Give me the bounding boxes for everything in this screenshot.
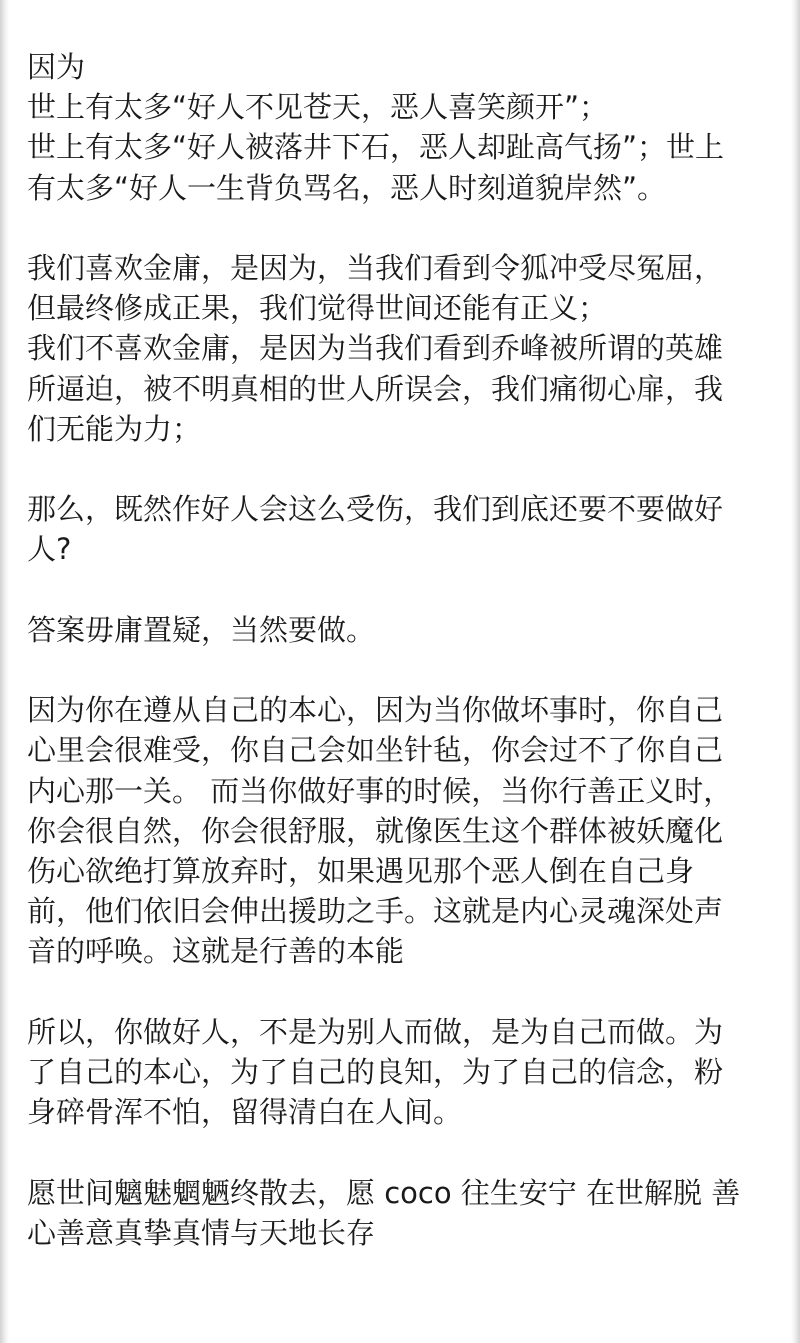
- paragraph-2: [27, 248, 777, 449]
- text-line: 世上有太多“好人不见苍天，恶人喜笑颜开”；: [27, 90, 609, 125]
- text-line: 有太多“好人一生背负骂名，恶人时刻道貌岸然”。: [27, 170, 667, 205]
- text-line: 了自己的本心，为了自己的良知，为了自己的信念，粉: [27, 1055, 724, 1089]
- paragraph-4: [27, 610, 777, 650]
- text-line: 那么，既然作好人会这么受伤，我们到底还要不要做好: [27, 492, 724, 527]
- text-line: 心善意真挚真情与天地长存: [27, 1215, 376, 1250]
- paragraph-6: [27, 1012, 777, 1133]
- text-line: 人?: [27, 532, 72, 567]
- text-line: 世上有太多“好人被落井下石，恶人却趾高气扬”；世上: [27, 130, 725, 165]
- text-line: 但最终修成正果，我们觉得世间还能有正义；: [27, 291, 608, 326]
- text-line: 因为: [27, 50, 86, 84]
- text-line: 我们不喜欢金庸，是因为当我们看到乔峰被所谓的英雄: [27, 331, 724, 366]
- article-body: [27, 47, 777, 1253]
- text-line: 前，他们依旧会伸出援助之手。这就是内心灵魂深处声: [27, 894, 724, 929]
- text-line: 身碎骨浑不怕，留得清白在人间。: [27, 1095, 463, 1130]
- text-line: 所以，你做好人，不是为别人而做，是为自己而做。为: [27, 1014, 724, 1049]
- text-line: 你会很自然，你会很舒服，就像医生这个群体被妖魔化: [27, 813, 724, 848]
- paragraph-5: [27, 690, 777, 971]
- text-line: 因为你在遵从自己的本心，因为当你做坏事时，你自己: [27, 693, 724, 728]
- text-line: 们无能为力；: [27, 411, 202, 446]
- text-line: 伤心欲绝打算放弃时，如果遇见那个恶人倒在自己身: [27, 854, 695, 888]
- paragraph-7: [27, 1173, 777, 1253]
- text-line: 心里会很难受，你自己会如坐针毡，你会过不了你自己: [27, 733, 724, 768]
- right-edge-shadow: [791, 0, 800, 1343]
- text-line: 音的呼唤。这就是行善的本能: [27, 934, 405, 969]
- paragraph-1: [27, 47, 777, 208]
- text-line: 内心那一关。 而当你做好事的时候，当你行善正义时，: [27, 773, 733, 808]
- paragraph-3: [27, 489, 777, 569]
- text-line: 所逼迫，被不明真相的世人所误会，我们痛彻心扉，我: [27, 371, 724, 406]
- text-line: 我们喜欢金庸，是因为，当我们看到令狐冲受尽冤屈，: [27, 251, 724, 285]
- text-line: 答案毋庸置疑，当然要做。: [27, 612, 376, 647]
- text-line: 愿世间魑魅魍魉终散去，愿 coco 往生安宁 在世解脱 善: [27, 1175, 741, 1210]
- left-edge-shadow: [0, 0, 9, 1343]
